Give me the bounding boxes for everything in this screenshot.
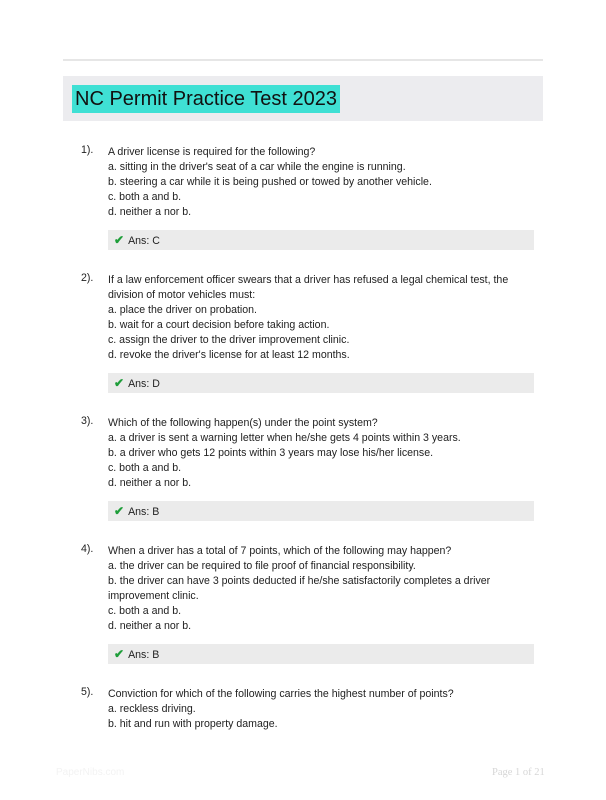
question-text — [108, 544, 528, 634]
question-stem: If a law enforcement officer swears that a driver has refused a legal chemical test, the — [108, 274, 509, 286]
answer-option: c. both a and b. — [108, 605, 182, 617]
answer-option: improvement clinic. — [108, 590, 199, 602]
answer-option: a. place the driver on probation. — [108, 304, 257, 316]
question-number: 4). — [81, 543, 94, 555]
check-icon: ✔ — [114, 233, 125, 247]
question-stem: division of motor vehicles must: — [108, 289, 256, 301]
answer-option: a. sitting in the driver's seat of a car while the engine is running. — [108, 161, 406, 173]
page-number: Page 1 of 21 — [492, 767, 545, 778]
answer-text: Ans: D — [128, 378, 160, 390]
answer-option: c. both a and b. — [108, 191, 182, 203]
answer-option: b. a driver who gets 12 points within 3 years may lose his/her license. — [108, 447, 434, 459]
answer-bar — [108, 501, 534, 521]
check-icon: ✔ — [114, 647, 125, 661]
answer-option: d. revoke the driver's license for at least 12 months. — [108, 349, 350, 361]
answer-option: a. the driver can be required to file proof of financial responsibility. — [108, 560, 416, 572]
answer-option: d. neither a nor b. — [108, 620, 192, 632]
answer-text: Ans: C — [128, 235, 160, 247]
answer-option: a. a driver is sent a warning letter when he/she gets 4 points within 3 years. — [108, 432, 461, 444]
question-text — [108, 273, 528, 363]
question-number: 3). — [81, 415, 94, 427]
answer-bar — [108, 373, 534, 393]
title-banner — [63, 76, 543, 121]
page-title: NC Permit Practice Test 2023 — [72, 85, 340, 113]
question-stem: Conviction for which of the following carries the highest number of points? — [108, 688, 454, 700]
answer-option: c. both a and b. — [108, 462, 182, 474]
answer-option: a. reckless driving. — [108, 703, 196, 715]
question-stem: Which of the following happen(s) under the point system? — [108, 417, 378, 429]
answer-option: d. neither a nor b. — [108, 206, 192, 218]
check-icon: ✔ — [114, 376, 125, 390]
answer-bar — [108, 230, 534, 250]
question-text — [108, 687, 528, 732]
footer-watermark: PaperNibs.com — [56, 767, 125, 778]
answer-option: b. wait for a court decision before taking action. — [108, 319, 330, 331]
answer-option: d. neither a nor b. — [108, 477, 192, 489]
answer-option: b. hit and run with property damage. — [108, 718, 278, 730]
top-divider — [63, 59, 543, 61]
answer-option: b. steering a car while it is being pushed or towed by another vehicle. — [108, 176, 432, 188]
question-stem: When a driver has a total of 7 points, which of the following may happen? — [108, 545, 452, 557]
question-text — [108, 416, 528, 491]
answer-option: c. assign the driver to the driver improvement clinic. — [108, 334, 350, 346]
answer-option: b. the driver can have 3 points deducted if he/she satisfactorily completes a driver — [108, 575, 491, 587]
answer-bar — [108, 644, 534, 664]
question-text — [108, 145, 528, 220]
question-stem: A driver license is required for the following? — [108, 146, 316, 158]
question-number: 5). — [81, 686, 94, 698]
answer-text: Ans: B — [128, 649, 160, 661]
question-number: 2). — [81, 272, 94, 284]
answer-text: Ans: B — [128, 506, 160, 518]
question-number: 1). — [81, 144, 94, 156]
check-icon: ✔ — [114, 504, 125, 518]
